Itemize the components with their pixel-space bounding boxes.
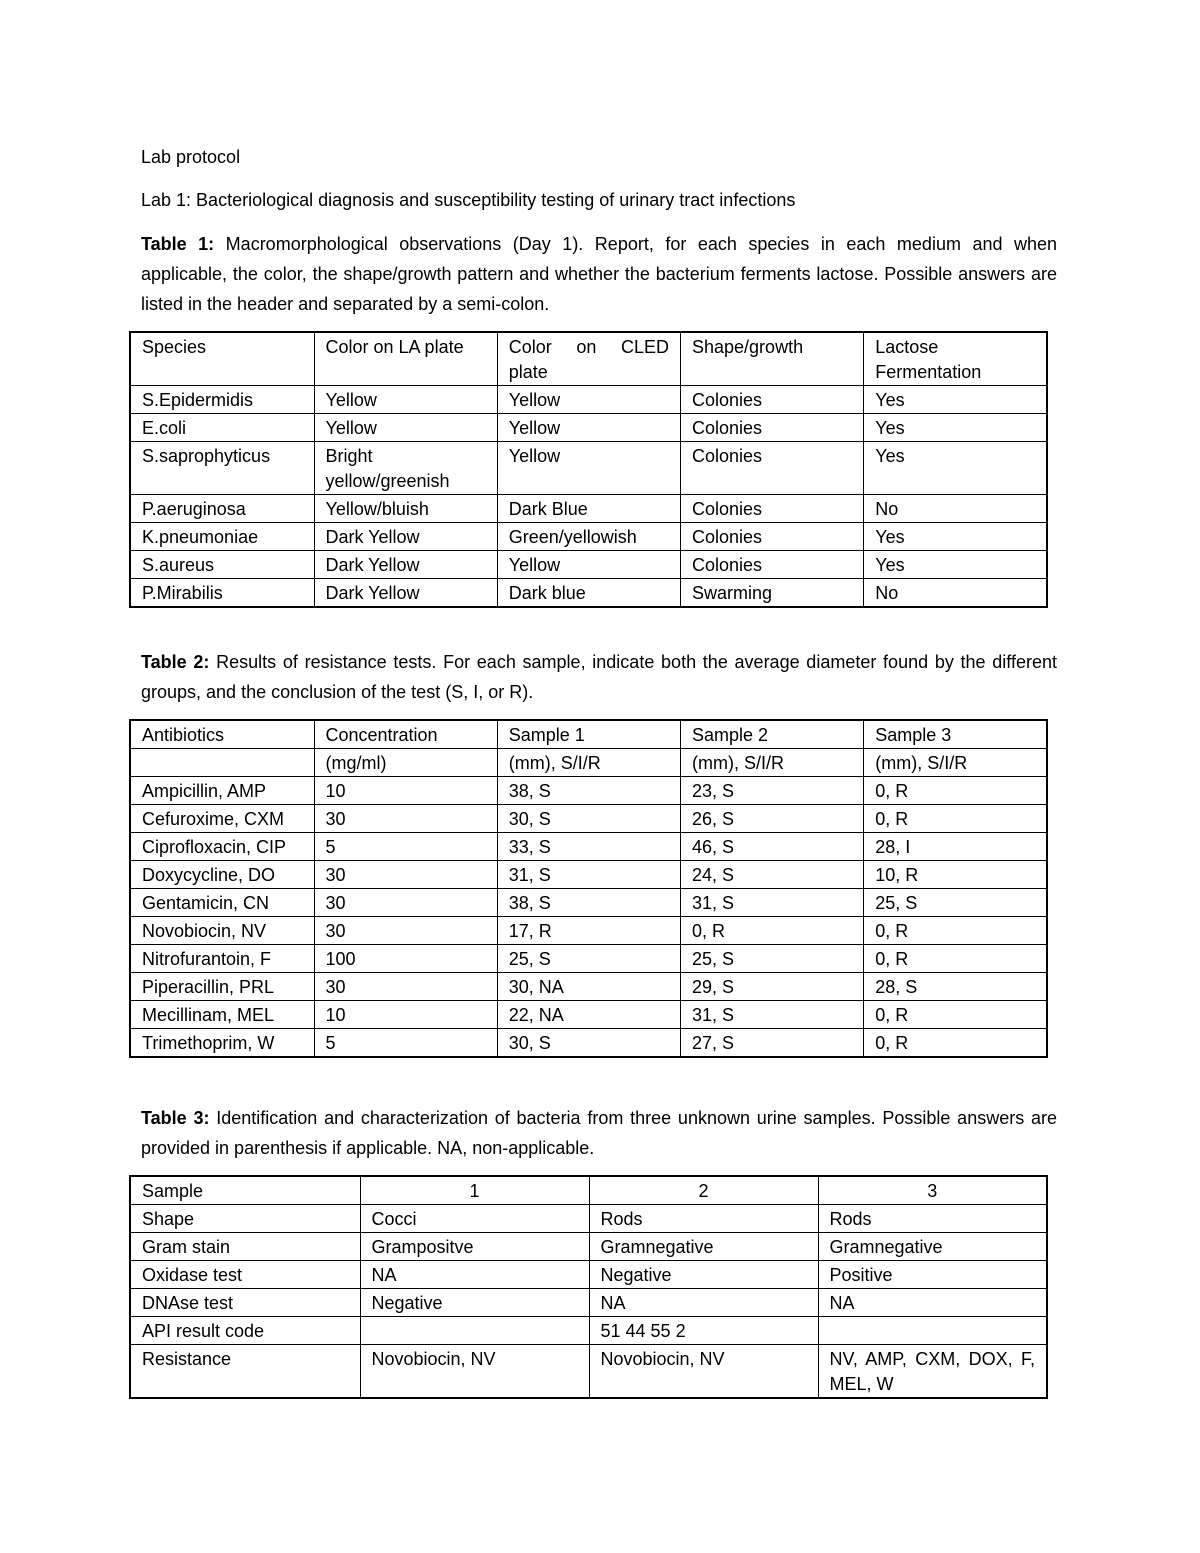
table-row <box>130 777 1047 805</box>
table-cell: API result code <box>130 1317 360 1345</box>
subheader-cell: (mm), S/I/R <box>864 749 1047 777</box>
table-cell: 0, R <box>864 777 1047 805</box>
table-cell: Yellow <box>497 414 680 442</box>
table-row <box>130 1001 1047 1029</box>
table-cell: Yes <box>864 551 1047 579</box>
table-cell: Gram stain <box>130 1233 360 1261</box>
table-row <box>130 495 1047 523</box>
table-cell: 28, S <box>864 973 1047 1001</box>
table-cell: S.Epidermidis <box>130 386 314 414</box>
table-cell: 30, NA <box>497 973 680 1001</box>
table-cell: Shape <box>130 1205 360 1233</box>
header-cell: Color on CLED plate <box>497 332 680 386</box>
table-cell: 30 <box>314 917 497 945</box>
table3-caption-text: Identification and characterization of bacteria from three unknown urine samples. Possible answers are provided in parenthesis if applicable. NA, non-applicable. <box>141 1108 1057 1158</box>
table-row <box>130 805 1047 833</box>
table-header-row <box>130 332 1047 386</box>
table-cell: Trimethoprim, W <box>130 1029 314 1058</box>
table-cell: Yellow <box>497 386 680 414</box>
table-cell: Novobiocin, NV <box>589 1345 818 1399</box>
table-cell: Yes <box>864 442 1047 495</box>
header-cell: Antibiotics <box>130 720 314 749</box>
table-cell: DNAse test <box>130 1289 360 1317</box>
table-cell: 27, S <box>681 1029 864 1058</box>
table-resistance-tests <box>129 719 1048 1058</box>
lab-title: Lab 1: Bacteriological diagnosis and susceptibility testing of urinary tract infections <box>141 190 796 210</box>
table-sample-identification <box>129 1175 1048 1399</box>
table-cell: Dark Blue <box>497 495 680 523</box>
table-cell: Mecillinam, MEL <box>130 1001 314 1029</box>
table-cell: 38, S <box>497 777 680 805</box>
table-cell: Dark blue <box>497 579 680 608</box>
table-cell: NA <box>818 1289 1047 1317</box>
table-cell: 33, S <box>497 833 680 861</box>
table-cell: Colonies <box>681 495 864 523</box>
table-cell: Colonies <box>681 551 864 579</box>
table-cell: Ampicillin, AMP <box>130 777 314 805</box>
header-cell: Lactose Fermentation <box>864 332 1047 386</box>
table-cell: P.aeruginosa <box>130 495 314 523</box>
table-row <box>130 1317 1047 1345</box>
table-row <box>130 1233 1047 1261</box>
table-row <box>130 973 1047 1001</box>
table-cell: NA <box>589 1289 818 1317</box>
table-row <box>130 833 1047 861</box>
table-cell: Rods <box>818 1205 1047 1233</box>
table-cell: Piperacillin, PRL <box>130 973 314 1001</box>
header-cell: Sample 3 <box>864 720 1047 749</box>
table-row <box>130 1289 1047 1317</box>
table-cell: 30 <box>314 861 497 889</box>
table-cell: Yellow <box>314 414 497 442</box>
subheader-cell: (mg/ml) <box>314 749 497 777</box>
table-cell: Gramnegative <box>818 1233 1047 1261</box>
header-cell: Concentration <box>314 720 497 749</box>
table-cell: Dark Yellow <box>314 523 497 551</box>
document-title: Lab protocol <box>141 147 241 167</box>
table-cell: 30 <box>314 973 497 1001</box>
table-cell: Negative <box>589 1261 818 1289</box>
header-cell: 2 <box>589 1176 818 1205</box>
table-cell: Colonies <box>681 414 864 442</box>
table-cell: 25, S <box>681 945 864 973</box>
table-row <box>130 551 1047 579</box>
table-cell <box>360 1317 589 1345</box>
table-cell: Oxidase test <box>130 1261 360 1289</box>
table-cell: S.aureus <box>130 551 314 579</box>
table-cell: Dark Yellow <box>314 579 497 608</box>
table-row <box>130 889 1047 917</box>
table-cell: Green/yellowish <box>497 523 680 551</box>
table-cell: 31, S <box>497 861 680 889</box>
table-cell: 31, S <box>681 889 864 917</box>
subheader-cell: (mm), S/I/R <box>681 749 864 777</box>
table-cell: 100 <box>314 945 497 973</box>
table-cell: Ciprofloxacin, CIP <box>130 833 314 861</box>
table-cell: Rods <box>589 1205 818 1233</box>
table-cell: Nitrofurantoin, F <box>130 945 314 973</box>
table-cell: 31, S <box>681 1001 864 1029</box>
table-subheader-row <box>130 749 1047 777</box>
table-cell: Yellow <box>497 551 680 579</box>
table-cell: 5 <box>314 833 497 861</box>
table-cell: 0, R <box>864 1029 1047 1058</box>
header-cell: Sample 1 <box>497 720 680 749</box>
table-cell: Yes <box>864 386 1047 414</box>
table-cell: 0, R <box>681 917 864 945</box>
table-row <box>130 442 1047 495</box>
table2-caption <box>141 647 1057 707</box>
table-cell: Yellow <box>314 386 497 414</box>
table-cell: 25, S <box>497 945 680 973</box>
table3-caption <box>141 1103 1057 1163</box>
subheader-cell: (mm), S/I/R <box>497 749 680 777</box>
table-macromorphology <box>129 331 1048 608</box>
table-cell: Bright yellow/greenish <box>314 442 497 495</box>
table-cell: 46, S <box>681 833 864 861</box>
table-cell: 25, S <box>864 889 1047 917</box>
table-cell: Colonies <box>681 523 864 551</box>
table-row <box>130 579 1047 608</box>
table-row <box>130 1205 1047 1233</box>
table-cell: Cocci <box>360 1205 589 1233</box>
table-cell: 5 <box>314 1029 497 1058</box>
table1-caption <box>141 229 1057 319</box>
table-cell: NA <box>360 1261 589 1289</box>
table-cell: Colonies <box>681 442 864 495</box>
table1-caption-text: Macromorphological observations (Day 1). Report, for each species in each medium and when applicable, the color, the shape/growth pattern and whether the bacterium ferments lactose. Possible answers are listed in the header and separated by a semi-colon. <box>141 234 1058 314</box>
table-cell: Colonies <box>681 386 864 414</box>
table-cell: E.coli <box>130 414 314 442</box>
table-cell: 24, S <box>681 861 864 889</box>
table3-caption-label: Table 3: <box>141 1108 210 1128</box>
table-cell: Novobiocin, NV <box>130 917 314 945</box>
header-cell: Color on LA plate <box>314 332 497 386</box>
table-cell: Yes <box>864 414 1047 442</box>
table2-caption-label: Table 2: <box>141 652 210 672</box>
header-cell: Sample 2 <box>681 720 864 749</box>
table-cell: 28, I <box>864 833 1047 861</box>
table-cell: Positive <box>818 1261 1047 1289</box>
table-row <box>130 1029 1047 1058</box>
table-header-row <box>130 720 1047 749</box>
table-cell: Yellow <box>497 442 680 495</box>
table-cell: 10 <box>314 1001 497 1029</box>
table-cell: 26, S <box>681 805 864 833</box>
header-cell: 3 <box>818 1176 1047 1205</box>
table-row <box>130 523 1047 551</box>
table-row <box>130 1345 1047 1399</box>
table-cell: 38, S <box>497 889 680 917</box>
table-cell: S.saprophyticus <box>130 442 314 495</box>
table-cell: No <box>864 495 1047 523</box>
table-cell: Negative <box>360 1289 589 1317</box>
table-cell: 51 44 55 2 <box>589 1317 818 1345</box>
table-cell: 0, R <box>864 945 1047 973</box>
table-cell: 23, S <box>681 777 864 805</box>
table-row <box>130 861 1047 889</box>
table-cell: K.pneumoniae <box>130 523 314 551</box>
table-cell: Gentamicin, CN <box>130 889 314 917</box>
table-cell: 30 <box>314 805 497 833</box>
table-cell: Novobiocin, NV <box>360 1345 589 1399</box>
table-cell: P.Mirabilis <box>130 579 314 608</box>
table-row <box>130 1261 1047 1289</box>
table-row <box>130 917 1047 945</box>
table-cell: No <box>864 579 1047 608</box>
table-cell: 10, R <box>864 861 1047 889</box>
table-cell: 30, S <box>497 805 680 833</box>
table-cell: Doxycycline, DO <box>130 861 314 889</box>
table-cell: 17, R <box>497 917 680 945</box>
table-header-row <box>130 1176 1047 1205</box>
table-cell: 22, NA <box>497 1001 680 1029</box>
table-row <box>130 945 1047 973</box>
header-cell: 1 <box>360 1176 589 1205</box>
header-cell: Shape/growth <box>681 332 864 386</box>
table-row <box>130 414 1047 442</box>
table-cell: Swarming <box>681 579 864 608</box>
table-cell <box>818 1317 1047 1345</box>
table-row <box>130 386 1047 414</box>
header-cell: Species <box>130 332 314 386</box>
table1-caption-label: Table 1: <box>141 234 215 254</box>
subheader-cell <box>130 749 314 777</box>
table-cell: Yellow/bluish <box>314 495 497 523</box>
table-cell: Gramnegative <box>589 1233 818 1261</box>
table-cell: Cefuroxime, CXM <box>130 805 314 833</box>
table-cell: 0, R <box>864 1001 1047 1029</box>
table-cell: Yes <box>864 523 1047 551</box>
table-cell: 30, S <box>497 1029 680 1058</box>
table-cell: Resistance <box>130 1345 360 1399</box>
table-cell: 30 <box>314 889 497 917</box>
table-cell: 29, S <box>681 973 864 1001</box>
table-cell: Dark Yellow <box>314 551 497 579</box>
table2-caption-text: Results of resistance tests. For each sample, indicate both the average diameter found by the different groups, and the conclusion of the test (S, I, or R). <box>141 652 1058 702</box>
header-cell: Sample <box>130 1176 360 1205</box>
table-cell: 0, R <box>864 917 1047 945</box>
table-cell: 0, R <box>864 805 1047 833</box>
table-cell: Grampositve <box>360 1233 589 1261</box>
table-cell: NV, AMP, CXM, DOX, F, MEL, W <box>818 1345 1047 1399</box>
table-cell: 10 <box>314 777 497 805</box>
